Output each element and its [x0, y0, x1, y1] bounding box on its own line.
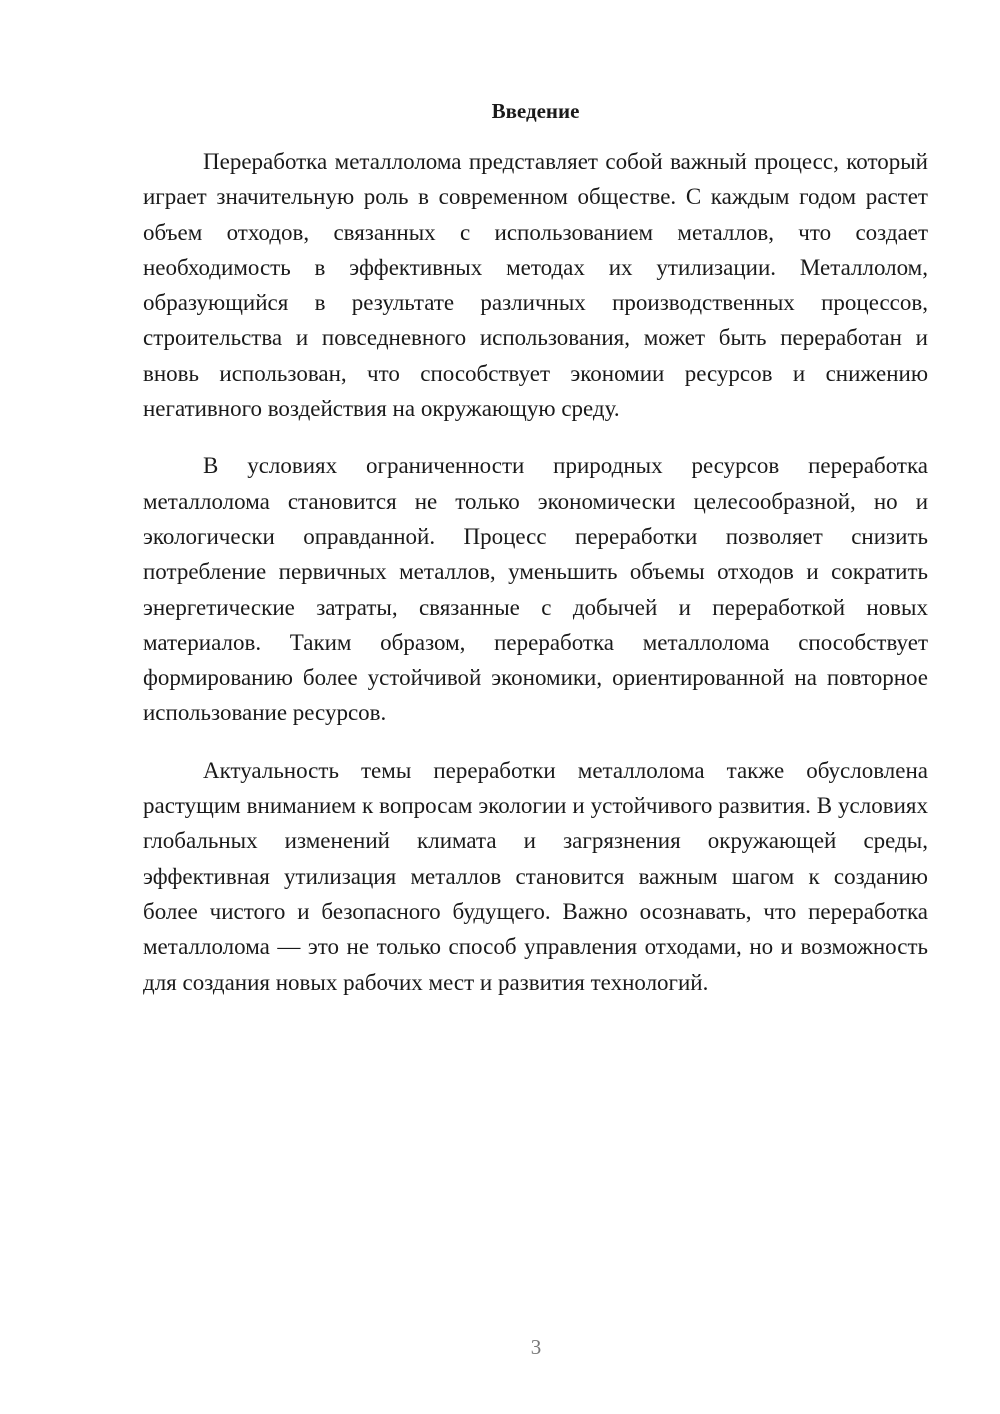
- paragraph-3: Актуальность темы переработки металлолома также обусловлена растущим вниманием к вопросам экологии и устойчивого развития. В условиях глобальных изменений климата и загрязнения окружающей среды, эффективная утилизация металлов становится важным шагом к созданию более чистого и безопасного будущего. Важно осознавать, что переработка металлолома — это не только способ управления отходами, но и возможность для создания новых рабочих мест и развития технологий.: [143, 757, 928, 995]
- body-text: [143, 144, 928, 1022]
- paragraph-1: Переработка металлолома представляет собой важный процесс, который играет значительную роль в современном обществе. С каждым годом растет объем отходов, связанных с использованием металлов, что создает необходимость в эффективных методах их утилизации. Металлолом, образующийся в результате различных производственных процессов, строительства и повседневного использования, может быть переработан и вновь использован, что способствует экономии ресурсов и снижению негативного воздействия на окружающую среду.: [143, 149, 928, 422]
- page-heading: Введение: [491, 99, 580, 123]
- paragraph-2: В условиях ограниченности природных ресурсов переработка металлолома становится не только экономически целесообразной, но и экологически оправданной. Процесс переработки позволяет снизить потребление первичных металлов, уменьшить объемы отходов и сократить энергетические затраты, связанные с добычей и переработкой новых материалов. Таким образом, переработка металлолома способствует формированию более устойчивой экономики, ориентированной на повторное использование ресурсов.: [143, 453, 928, 726]
- page-number: 3: [530, 1335, 542, 1359]
